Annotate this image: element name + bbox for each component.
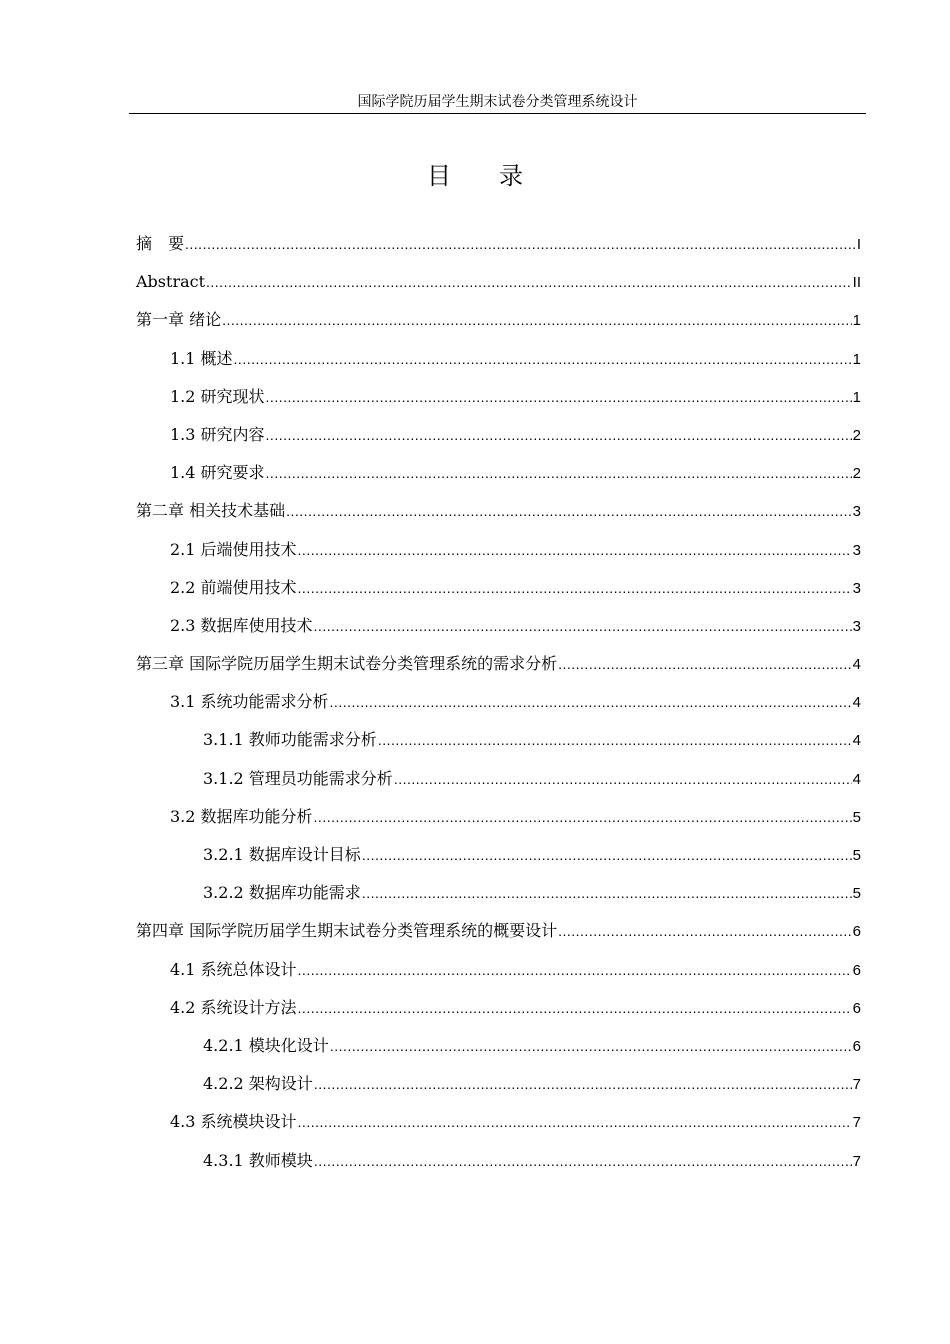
toc-entry-page-number: II bbox=[852, 274, 861, 292]
toc-entry[interactable] bbox=[136, 1103, 861, 1141]
toc-entry-label: 3.2 数据库功能分析 bbox=[170, 806, 313, 826]
toc-entry[interactable] bbox=[136, 301, 861, 339]
toc-entry[interactable] bbox=[136, 683, 861, 721]
toc-entry-label: 3.2.1 数据库设计目标 bbox=[203, 845, 361, 864]
toc-dot-leader bbox=[362, 836, 852, 874]
toc-entry-label: 第二章 相关技术基础 bbox=[136, 501, 286, 521]
toc-entry-label: 2.2 前端使用技术 bbox=[170, 577, 297, 597]
toc-dot-leader bbox=[206, 263, 852, 301]
toc-dot-leader bbox=[558, 912, 852, 950]
toc-entry-page-number: 3 bbox=[852, 579, 861, 597]
toc-entry[interactable] bbox=[136, 340, 861, 378]
toc-dot-leader bbox=[558, 645, 852, 683]
toc-entry-label: 3.1 系统功能需求分析 bbox=[170, 692, 329, 712]
toc-entry[interactable] bbox=[136, 416, 861, 454]
toc-entry-page-number: I bbox=[856, 236, 861, 253]
toc-entry-label: 1.1 概述 bbox=[170, 348, 233, 368]
toc-entry-label: 3.1.1 教师功能需求分析 bbox=[203, 730, 377, 750]
toc-entry[interactable] bbox=[136, 645, 861, 683]
toc-entry[interactable] bbox=[136, 1142, 861, 1180]
toc-entry[interactable] bbox=[136, 569, 861, 607]
toc-entry-label: 摘 要 bbox=[136, 234, 185, 253]
toc-entry-page-number: 1 bbox=[852, 312, 861, 330]
toc-title bbox=[0, 160, 950, 192]
toc-entry-label: Abstract bbox=[136, 272, 206, 292]
toc-entry-label: 4.1 系统总体设计 bbox=[170, 959, 297, 979]
toc-title-right: 录 bbox=[499, 162, 523, 190]
toc-entry-page-number: 3 bbox=[852, 503, 861, 521]
toc-dot-leader bbox=[266, 416, 852, 454]
toc-dot-leader bbox=[222, 301, 852, 339]
running-header-title: 国际学院历届学生期末试卷分类管理系统设计 bbox=[357, 94, 638, 110]
toc-entry-label: 1.2 研究现状 bbox=[170, 386, 265, 406]
toc-entry-page-number: 2 bbox=[852, 426, 861, 444]
toc-entry-page-number: 4 bbox=[852, 732, 861, 750]
toc-entry[interactable] bbox=[136, 721, 861, 759]
toc-entry[interactable] bbox=[136, 263, 861, 301]
toc-entry-page-number: 1 bbox=[852, 388, 861, 406]
toc-entry[interactable] bbox=[136, 798, 861, 836]
toc-entry[interactable] bbox=[136, 989, 861, 1027]
toc-entry-label: 3.1.2 管理员功能需求分析 bbox=[203, 768, 393, 788]
toc-entry-label: 4.3 系统模块设计 bbox=[170, 1112, 297, 1132]
toc-entry[interactable] bbox=[136, 378, 861, 416]
toc-entry[interactable] bbox=[136, 1027, 861, 1065]
toc-entry-page-number: 4 bbox=[852, 656, 861, 674]
toc-entry[interactable] bbox=[136, 607, 861, 645]
toc-list bbox=[136, 225, 861, 1180]
toc-entry-page-number: 3 bbox=[852, 541, 861, 559]
toc-entry-page-number: 6 bbox=[852, 999, 861, 1017]
toc-entry-label: 第四章 国际学院历届学生期末试卷分类管理系统的概要设计 bbox=[136, 921, 558, 941]
toc-entry[interactable] bbox=[136, 912, 861, 950]
toc-entry-label: 4.2.2 架构设计 bbox=[203, 1074, 313, 1094]
toc-dot-leader bbox=[298, 1103, 852, 1141]
toc-entry-label: 4.2 系统设计方法 bbox=[170, 997, 297, 1017]
toc-entry[interactable] bbox=[136, 531, 861, 569]
toc-dot-leader bbox=[234, 340, 852, 378]
toc-entry-label: 第三章 国际学院历届学生期末试卷分类管理系统的需求分析 bbox=[136, 654, 558, 674]
toc-entry-page-number: 1 bbox=[852, 350, 861, 368]
toc-entry-label: 第一章 绪论 bbox=[136, 310, 222, 330]
toc-dot-leader bbox=[378, 721, 852, 759]
toc-dot-leader bbox=[266, 454, 852, 492]
toc-dot-leader bbox=[266, 378, 852, 416]
toc-entry-page-number: 5 bbox=[852, 847, 861, 864]
toc-dot-leader bbox=[298, 569, 852, 607]
toc-entry-page-number: 5 bbox=[852, 885, 861, 903]
toc-entry-label: 2.3 数据库使用技术 bbox=[170, 615, 313, 635]
toc-entry-page-number: 6 bbox=[852, 961, 861, 979]
toc-entry-page-number: 6 bbox=[852, 923, 861, 941]
toc-entry-page-number: 7 bbox=[852, 1076, 861, 1094]
toc-entry[interactable] bbox=[136, 225, 861, 263]
toc-dot-leader bbox=[362, 874, 852, 912]
toc-dot-leader bbox=[298, 951, 852, 989]
toc-entry-page-number: 7 bbox=[852, 1152, 861, 1170]
toc-dot-leader bbox=[314, 607, 852, 645]
toc-entry-page-number: 3 bbox=[852, 617, 861, 635]
toc-dot-leader bbox=[298, 531, 852, 569]
toc-entry-label: 2.1 后端使用技术 bbox=[170, 539, 297, 559]
toc-dot-leader bbox=[314, 1065, 852, 1103]
toc-entry-page-number: 6 bbox=[852, 1037, 861, 1055]
toc-dot-leader bbox=[330, 683, 852, 721]
toc-dot-leader bbox=[330, 1027, 852, 1065]
toc-entry-label: 4.2.1 模块化设计 bbox=[203, 1035, 329, 1055]
toc-entry[interactable] bbox=[136, 951, 861, 989]
toc-dot-leader bbox=[314, 1142, 852, 1180]
toc-dot-leader bbox=[298, 989, 852, 1027]
toc-entry[interactable] bbox=[136, 1065, 861, 1103]
toc-entry-page-number: 4 bbox=[852, 770, 861, 788]
toc-dot-leader bbox=[286, 492, 852, 530]
toc-entry-page-number: 4 bbox=[852, 694, 861, 712]
toc-entry[interactable] bbox=[136, 836, 861, 874]
toc-entry-label: 3.2.2 数据库功能需求 bbox=[203, 883, 361, 903]
toc-entry-page-number: 7 bbox=[852, 1114, 861, 1132]
toc-entry-label: 4.3.1 教师模块 bbox=[203, 1150, 313, 1170]
toc-dot-leader bbox=[394, 760, 852, 798]
toc-entry[interactable] bbox=[136, 874, 861, 912]
toc-entry[interactable] bbox=[136, 492, 861, 530]
toc-entry-page-number: 5 bbox=[852, 808, 861, 826]
toc-entry[interactable] bbox=[136, 760, 861, 798]
toc-dot-leader bbox=[185, 225, 856, 263]
toc-entry-label: 1.4 研究要求 bbox=[170, 463, 265, 483]
toc-entry-page-number: 2 bbox=[852, 465, 861, 483]
toc-dot-leader bbox=[314, 798, 852, 836]
toc-entry[interactable] bbox=[136, 454, 861, 492]
toc-entry-label: 1.3 研究内容 bbox=[170, 424, 265, 444]
running-header bbox=[129, 93, 866, 114]
toc-title-left: 目 bbox=[427, 162, 451, 190]
